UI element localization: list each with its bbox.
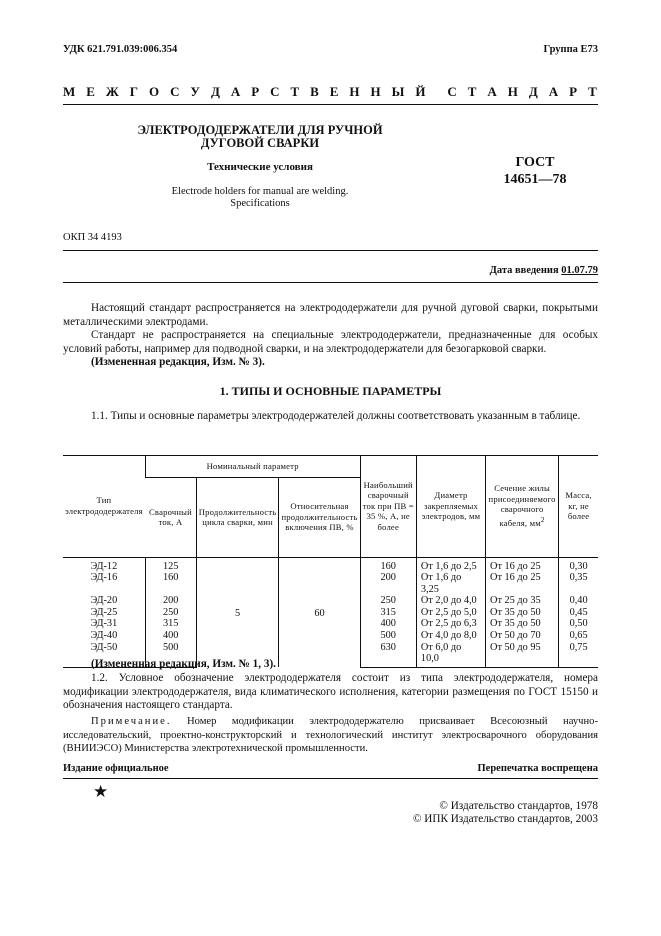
- header-nominal: Номинальный параметр: [145, 455, 360, 477]
- gost-code: 14651—78: [503, 172, 567, 187]
- document-title: [120, 124, 400, 150]
- interstate-standard-banner: [63, 84, 597, 100]
- cell-mass: 0,40: [559, 595, 598, 607]
- banner-letter: А: [230, 84, 241, 99]
- cell-current: 200: [145, 595, 196, 607]
- star-icon: ★: [93, 782, 109, 801]
- okp-code: ОКП 34 4193: [63, 232, 122, 243]
- banner-letter: Й: [415, 84, 426, 99]
- cell-diam: От 2,5 до 6,3: [416, 618, 485, 630]
- banner-letter: Г: [129, 84, 138, 99]
- banner-letter: Н: [507, 84, 518, 99]
- cell-section: От 25 до 35: [486, 595, 559, 607]
- english-title: [120, 186, 400, 210]
- cell-type: ЭД-25: [90, 606, 118, 618]
- cell-diam: От 1,6 до 2,5: [416, 557, 485, 572]
- cell-mass: 0,75: [559, 642, 598, 668]
- cell-mass: 0,45: [559, 607, 598, 619]
- cell-current: 500: [145, 642, 196, 668]
- cell-type: ЭД-31: [90, 618, 118, 630]
- cell-diam: От 2,0 до 4,0: [416, 595, 485, 607]
- cell-mass: 0,65: [559, 630, 598, 642]
- header-welding-current: Сварочный ток, А: [145, 477, 196, 557]
- cell-max: 200: [360, 572, 416, 595]
- cell-max: 160: [360, 557, 416, 572]
- header-max-current: Наибольший сварочный ток при ПВ = 35 %, А, не более: [360, 455, 416, 557]
- cell-current: 400: [145, 630, 196, 642]
- cell-section: От 16 до 25: [486, 557, 559, 572]
- header-cable-section-sup: 2: [540, 515, 545, 524]
- okp-divider: [63, 250, 598, 251]
- udk-code: УДК 621.791.039:006.354: [63, 44, 178, 55]
- banner-letter: Т: [290, 84, 300, 99]
- exclusion-paragraph: Стандарт не распространяется на специальные электрододержатели, предназначенные для особых условий работы, например для подводной сварки, и на электрододержатели для безогарковой сварки.: [63, 329, 598, 355]
- banner-letter: Р: [251, 84, 260, 99]
- cell-section: От 50 до 70: [486, 630, 559, 642]
- banner-letter: Д: [528, 84, 538, 99]
- cell-max: 500: [360, 630, 416, 642]
- cell-diam: От 4,0 до 8,0: [416, 630, 485, 642]
- banner-letter: О: [148, 84, 160, 99]
- banner-letter: Ы: [391, 84, 405, 99]
- cell-diam: От 6,0 до 10,0: [416, 642, 485, 668]
- banner-letter: С: [270, 84, 280, 99]
- banner-letter: В: [310, 84, 319, 99]
- cell-max: 630: [360, 642, 416, 668]
- scope-paragraph: Настоящий стандарт распространяется на электрододержатели для ручной дуговой сварки, покрытыми металлическими электродами.: [63, 302, 598, 328]
- group-code: Группа Е73: [543, 44, 598, 55]
- copyright-2003: © ИПК Издательство стандартов, 2003: [412, 813, 598, 825]
- introduction-date-value: 01.07.79: [561, 265, 598, 276]
- cell-type: ЭД-20: [90, 595, 118, 607]
- banner-letter: М: [63, 84, 76, 99]
- banner-letter: Н: [349, 84, 360, 99]
- copyright-1978: © Издательство стандартов, 1978: [439, 800, 598, 812]
- cell-mass: 0,50: [559, 618, 598, 630]
- cell-mass: 0,35: [559, 572, 598, 595]
- header-cable-section: [486, 455, 559, 557]
- banner-letter: Е: [329, 84, 339, 99]
- cell-type: ЭД-16: [90, 572, 118, 584]
- cell-type: ЭД-12: [90, 560, 118, 572]
- cell-section: От 35 до 50: [486, 607, 559, 619]
- note-text: Номер модификации электрододержателю присваивает Всесоюзный научно-исследовательский, проектно-конструкторский и технологический институт электросварочного оборудования (ВНИИЭСО) Министерства электротехнической промышленности.: [63, 716, 598, 754]
- parameters-table: [63, 455, 598, 668]
- clause-1-1: 1.1. Типы и основные параметры электрододержателей должны соответствовать указанным в таблице.: [91, 410, 581, 422]
- banner-letter: Т: [588, 84, 597, 99]
- cell-mass: 0,30: [559, 557, 598, 572]
- cell-type: ЭД-40: [90, 630, 118, 642]
- banner-letter: У: [190, 84, 200, 99]
- reprint-prohibited: Перепечатка воспрещена: [477, 763, 598, 774]
- note-label: Примечание.: [91, 716, 172, 727]
- cell-cycle: 5: [196, 557, 279, 667]
- header-cable-section-text: Сечение жилы присоединяемого сварочного кабеля, мм: [488, 483, 556, 528]
- date-divider: [63, 282, 598, 283]
- title-line: ДУГОВОЙ СВАРКИ: [200, 136, 320, 150]
- official-edition: Издание официальное: [63, 763, 169, 774]
- section-heading: 1. ТИПЫ И ОСНОВНЫЕ ПАРАМЕТРЫ: [219, 384, 442, 398]
- footer-divider: [63, 778, 598, 779]
- cell-type: ЭД-50: [63, 642, 145, 668]
- cell-max: 250: [360, 595, 416, 607]
- banner-letter: А: [548, 84, 559, 99]
- cell-current: 125: [145, 557, 196, 572]
- amendment-note: (Измененная редакция, Изм. № 3).: [91, 356, 265, 368]
- clause-1-2: 1.2. Условное обозначение электрододержателя состоит из типа электрододержателя, номера модификации электрододержателя, вида климатического исполнения, категории размещения по ГОСТ 15150 и обозначения настоящего стандарта.: [63, 672, 598, 711]
- table-note: [63, 715, 598, 756]
- cell-section: От 16 до 25: [486, 572, 559, 595]
- banner-letter: С: [447, 84, 457, 99]
- introduction-date: [490, 265, 598, 276]
- banner-letter: Н: [370, 84, 381, 99]
- cell-current: 315: [145, 618, 196, 630]
- gost-label: ГОСТ: [515, 155, 555, 170]
- banner-letter: Ж: [105, 84, 119, 99]
- cell-max: 315: [360, 607, 416, 619]
- banner-letter: С: [170, 84, 180, 99]
- banner-letter: Т: [467, 84, 477, 99]
- banner-divider: [63, 104, 598, 105]
- introduction-date-label: Дата введения: [489, 265, 559, 276]
- title-line: ЭЛЕКТРОДОДЕРЖАТЕЛИ ДЛЯ РУЧНОЙ: [137, 123, 383, 137]
- english-title-line: Specifications: [230, 198, 290, 209]
- banner-letter: А: [487, 84, 497, 99]
- gost-number: [480, 154, 590, 188]
- header-cycle-duration: Продолжительность цикла сварки, мин: [196, 477, 279, 557]
- cell-max: 400: [360, 618, 416, 630]
- cell-diam: От 1,6 до 3,25: [416, 572, 485, 595]
- header-type: Тип электрододержателя: [63, 455, 145, 557]
- document-subtitle: Технические условия: [207, 161, 313, 173]
- banner-letter: Е: [86, 84, 95, 99]
- header-diameter: Диаметр закрепляемых электродов, мм: [416, 455, 485, 557]
- banner-letter: Р: [569, 84, 578, 99]
- cell-diam: От 2,5 до 5,0: [416, 607, 485, 619]
- cell-current: 160: [145, 572, 196, 595]
- header-mass: Масса, кг, не более: [559, 455, 598, 557]
- cell-section: От 50 до 95: [486, 642, 559, 668]
- cell-pv: 60: [279, 557, 360, 667]
- banner-letter: Д: [210, 84, 220, 99]
- english-title-line: Electrode holders for manual are welding.: [171, 186, 349, 197]
- header-duty-cycle: Относительная продолжительность включения ПВ, %: [279, 477, 360, 557]
- amendment-note-2: (Измененная редакция, Изм. № 1, 3).: [91, 658, 276, 670]
- cell-current: 250: [145, 607, 196, 619]
- table-row: [63, 557, 598, 572]
- cell-section: От 35 до 50: [486, 618, 559, 630]
